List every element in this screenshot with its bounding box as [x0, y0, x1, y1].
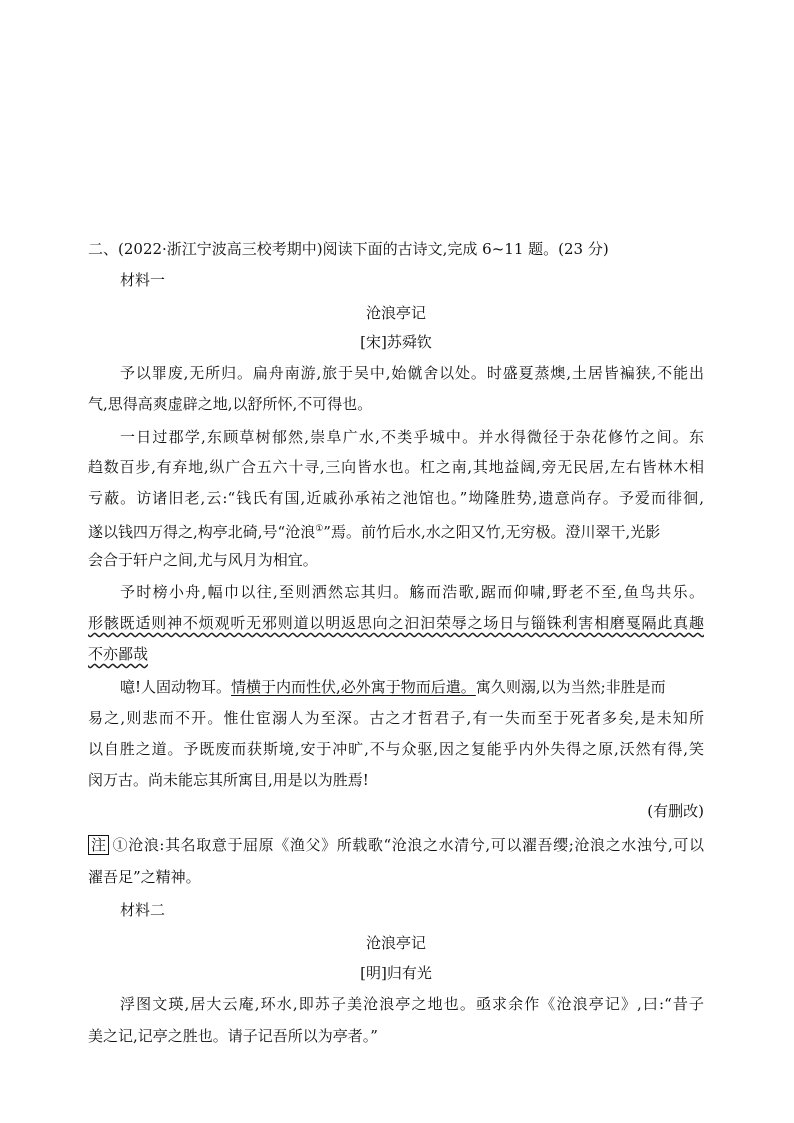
- m1-p3-line1: 予时榜小舟,幅巾以往,至则洒然忘其归。觞而浩歌,踞而仰啸,野老不至,鱼鸟共乐。: [120, 583, 704, 601]
- m1-p3-line2-wavy-underlined: 形骸既适则神不烦观听无邪则道以明返思向之汩汩荣辱之场日与锱铢利害相磨戛隔此真趣: [88, 614, 704, 632]
- m1-p4-underlined-sentence: 情横于内而性伏,必外寓于物而后遣。: [231, 678, 476, 696]
- m1-p4-line1: [120, 676, 704, 698]
- material2-label: 材料二: [120, 901, 166, 919]
- m1-p2-line4-a: 遂以钱四万得之,构亭北碕,号“沧浪: [88, 523, 316, 541]
- question-header: 二、(2022·浙江宁波高三校考期中)阅读下面的古诗文,完成 6~11 题。(23 分): [88, 240, 609, 258]
- m1-p2-line1: 一日过郡学,东顾草树郁然,崇阜广水,不类乎城中。并水得微径于杂花修竹之间。东: [120, 428, 704, 446]
- m1-p2-line4-b: ”焉。前竹后水,水之阳又竹,无穷极。澄川翠干,光影: [323, 523, 661, 541]
- footnote-line2: 濯吾足”之精神。: [88, 868, 201, 886]
- m1-p2-line3: 亏蔽。访诸旧老,云:“钱氏有国,近戚孙承祐之池馆也。”坳隆胜势,遗意尚存。予爱而徘徊,: [88, 489, 704, 507]
- material2-author: [明]归有光: [360, 964, 432, 982]
- note-label-box: 注: [88, 835, 109, 855]
- m1-p3-line3: [88, 643, 704, 665]
- m1-p3-line3-wavy-underlined: 不亦鄙哉: [88, 645, 149, 663]
- material1-author: [宋]苏舜钦: [360, 333, 432, 351]
- m1-p4-line3: 以自胜之道。予既废而获斯境,安于冲旷,不与众驱,因之复能乎内外失得之原,沃然有得,笑: [88, 740, 704, 758]
- m1-p2-line4: [88, 518, 704, 543]
- m1-p4-line4: 闵万古。尚未能忘其所寓目,用是以为胜焉!: [88, 771, 369, 789]
- m1-p2-line2: 趋数百步,有弃地,纵广合五六十寻,三向皆水也。杠之南,其地益阔,旁无民居,左右皆林木相: [88, 458, 704, 476]
- m1-p1-line2: 气,思得高爽虚辟之地,以舒所怀,不可得也。: [88, 395, 373, 413]
- m1-p4-line2: 易之,则悲而不开。惟仕宦溺人为至深。古之才哲君子,有一失而至于死者多矣,是未知所: [88, 709, 704, 727]
- footnote-mark: ①: [315, 524, 324, 534]
- m1-p4-line1-a: 噫!人固动物耳。: [120, 678, 232, 696]
- m2-p1-line2: 美之记,记亭之胜也。请子记吾所以为亭者。”: [88, 1027, 378, 1045]
- m1-p4-line1-c: 寓久则溺,以为当然;非胜是而: [475, 678, 666, 696]
- material1-label: 材料一: [120, 271, 166, 289]
- m1-p1-line1: 予以罪废,无所归。扁舟南游,旅于吴中,始僦舍以处。时盛夏蒸燠,土居皆褊狭,不能出: [120, 364, 704, 382]
- material2-title: 沧浪亭记: [365, 934, 426, 952]
- source-note: (有删改): [647, 802, 704, 820]
- footnote-text1: ①沧浪:其名取意于屈原《渔父》所载歌“沧浪之水清兮,可以濯吾缨;沧浪之水浊兮,可以: [112, 836, 704, 854]
- m1-p2-line5: 会合于轩户之间,尤与风月为相宜。: [88, 551, 318, 569]
- material1-title: 沧浪亭记: [365, 304, 426, 322]
- m2-p1-line1: 浮图文瑛,居大云庵,环水,即苏子美沧浪亭之地也。亟求余作《沧浪亭记》,曰:“昔子: [120, 995, 704, 1013]
- footnote-line1: [88, 834, 704, 856]
